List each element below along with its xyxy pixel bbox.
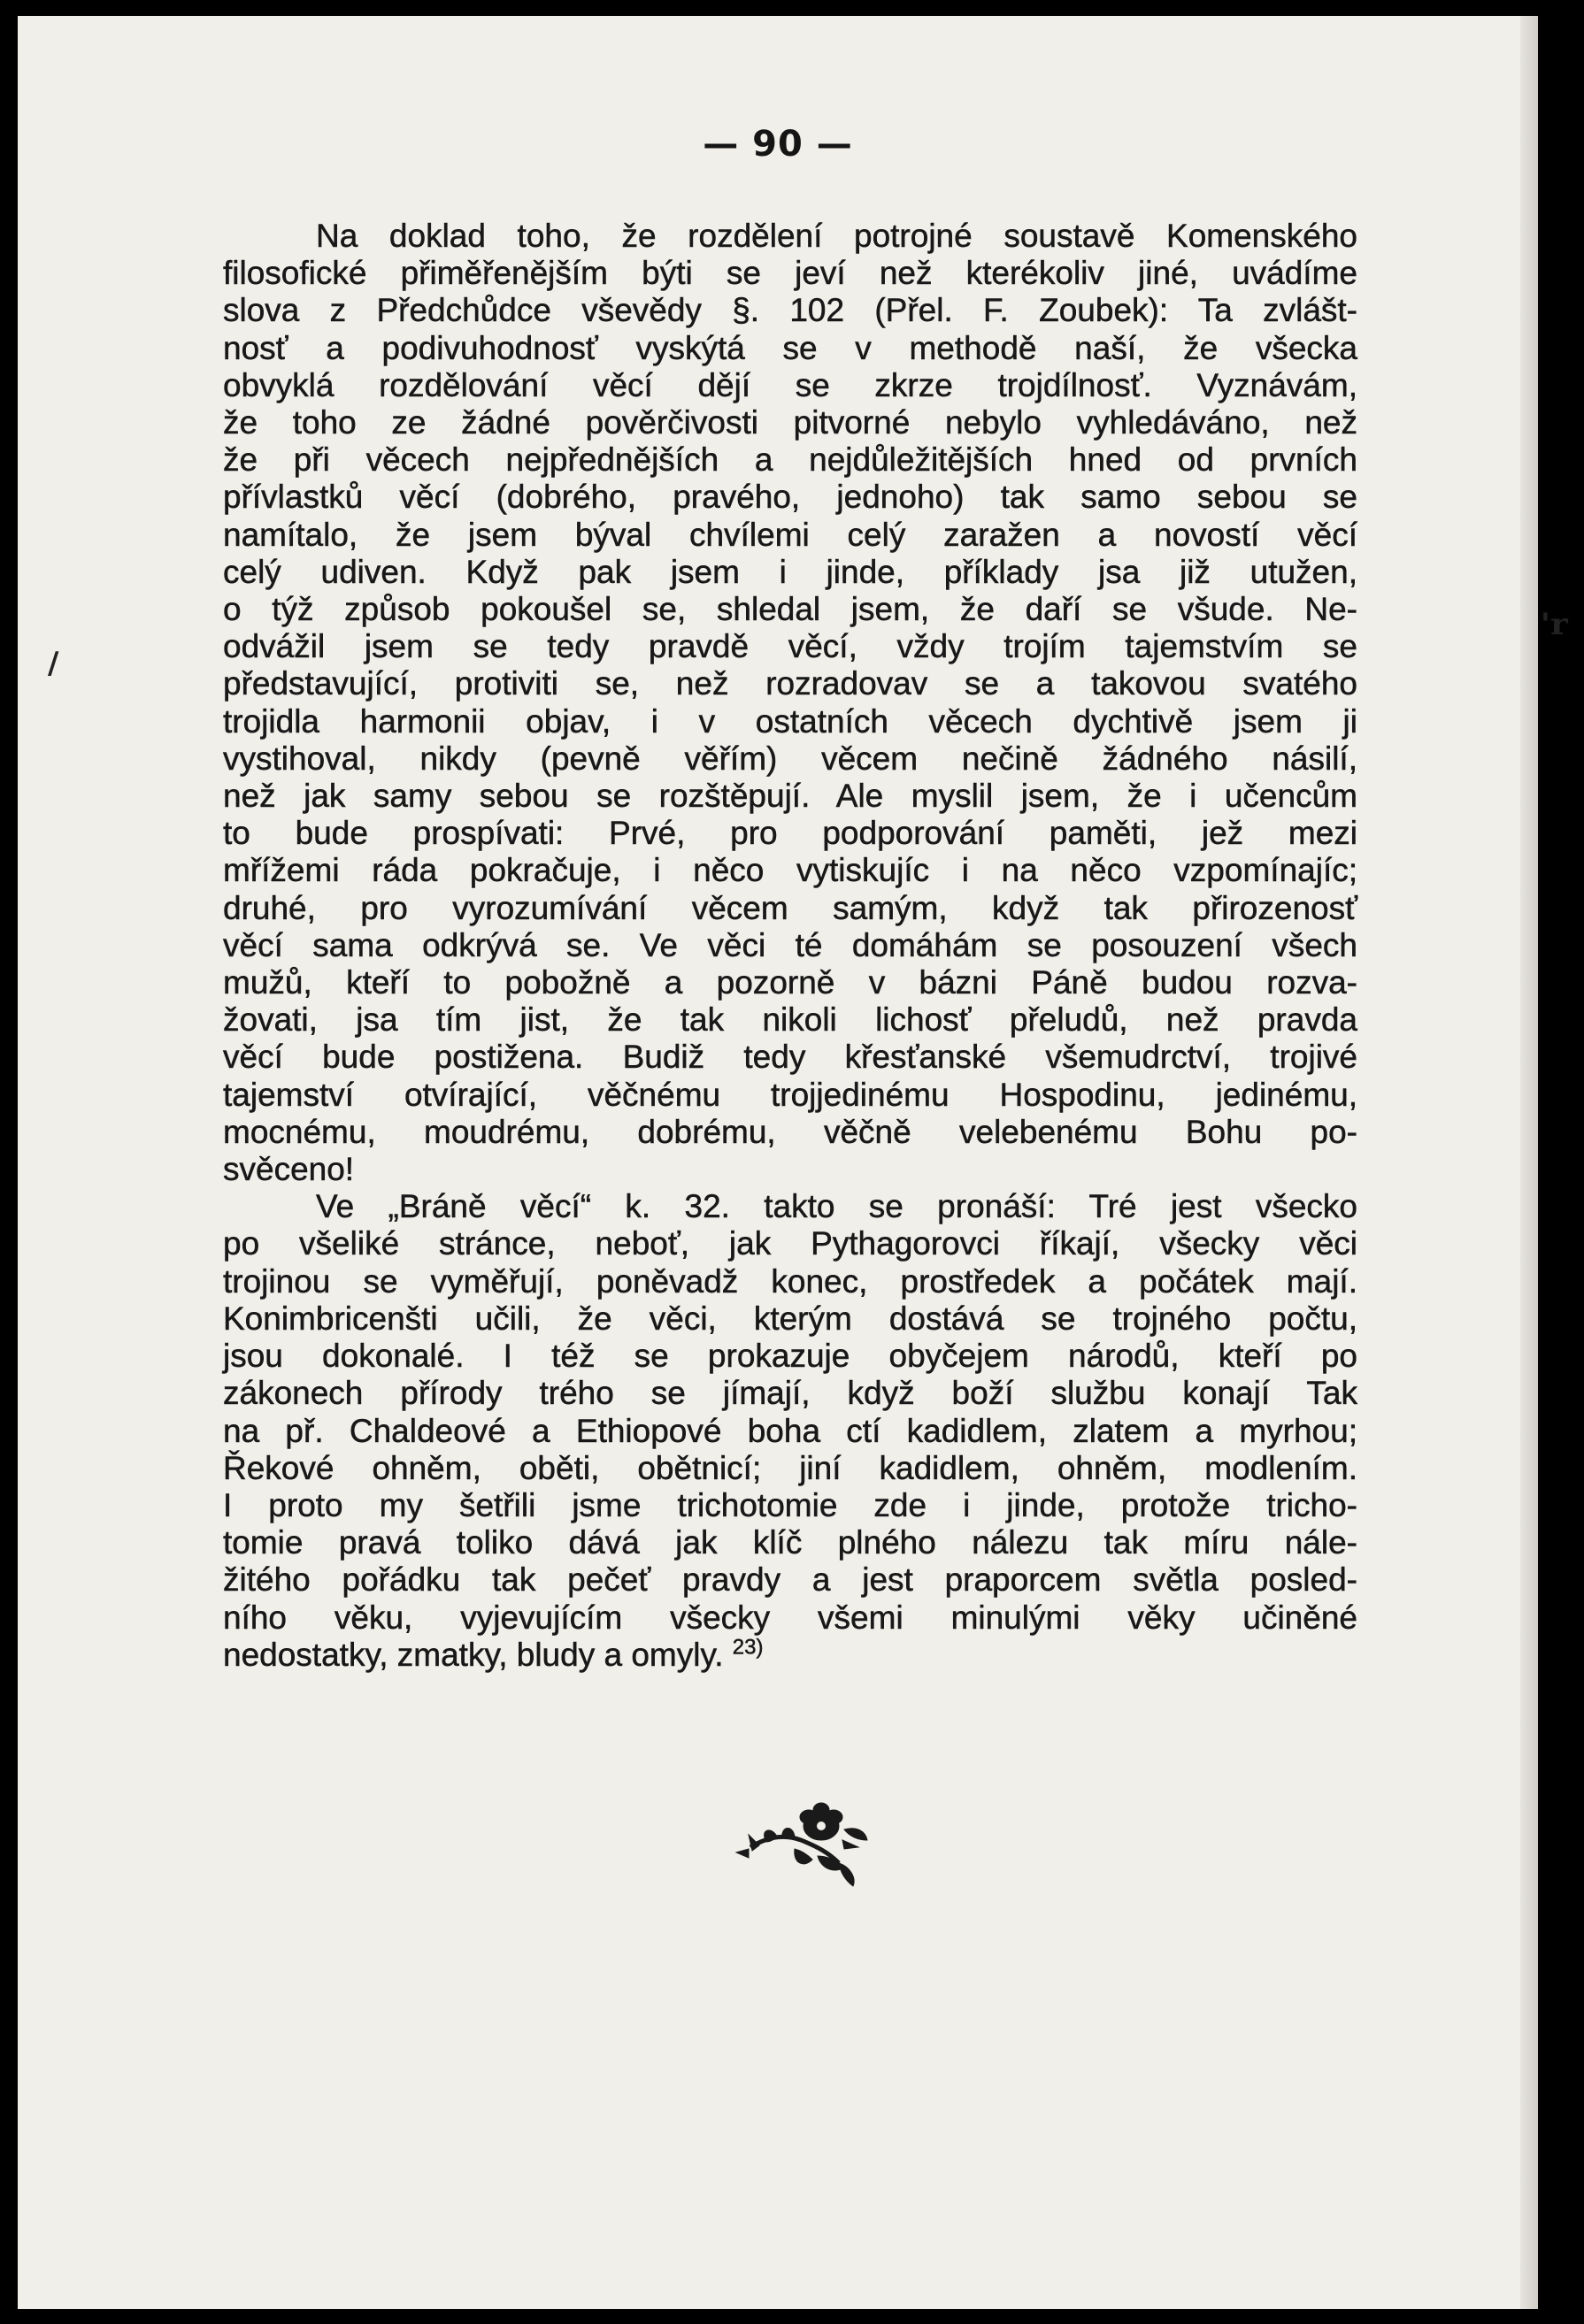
text-line — [223, 404, 1357, 441]
line-text: věcí sama odkrývá se. Ve věci té domáhám se posouzení všech — [223, 926, 1357, 963]
line-text: Konimbricenšti učili, že věci, kterým dostává se trojného počtu, — [223, 1300, 1357, 1337]
text-line — [223, 517, 1357, 554]
line-text: žitého pořádku tak pečeť pravdy a jest praporcem světla posled- — [223, 1561, 1357, 1599]
line-text: na př. Chaldeové a Ethiopové boha ctí kadidlem, zlatem a myrhou; — [223, 1412, 1357, 1449]
text-line — [223, 1450, 1357, 1487]
line-text: po všeliké stránce, neboť, jak Pythagorovci říkají, všecky věci — [223, 1225, 1357, 1262]
text-line — [223, 1375, 1357, 1412]
line-text: Na doklad toho, že rozdělení potrojné soustavě Komenského — [316, 218, 1357, 254]
text-line — [223, 927, 1357, 964]
line-text: žovati, jsa tím jist, že tak nikoli lichosť přeludů, než pravda — [223, 1001, 1357, 1039]
margin-mark-left: / — [48, 646, 59, 681]
line-text: že toho ze žádné pověrčivosti pitvorné nebylo vyhledáváno, než — [223, 404, 1357, 441]
footnote-reference: 23) — [732, 1635, 764, 1660]
text-line — [223, 1413, 1357, 1450]
line-text: o týž způsob pokoušel se, shledal jsem, že daří se všude. Ne- — [223, 591, 1357, 628]
text-line — [223, 330, 1357, 367]
line-text: I proto my šetřili jsme trichotomie zde i jinde, protože tricho- — [223, 1486, 1357, 1523]
text-line — [223, 665, 1357, 702]
text-line — [223, 1599, 1357, 1637]
text-line — [223, 591, 1357, 628]
line-text: odvážil jsem se tedy pravdě věcí, vždy trojím tajemstvím se — [223, 628, 1357, 665]
line-text: to bude prospívati: Prvé, pro podporování paměti, jež mezi — [223, 815, 1357, 852]
line-text: Ve „Bráně věcí“ k. 32. takto se pronáší: Tré jest všecko — [316, 1188, 1357, 1225]
line-text: představující, protiviti se, než rozradovav se a takovou svatého — [223, 665, 1357, 702]
line-text: svěceno! — [223, 1151, 355, 1188]
margin-mark-right: 'r — [1540, 607, 1568, 642]
text-line — [223, 1524, 1357, 1561]
text-line — [223, 852, 1357, 889]
text-line — [223, 1263, 1357, 1300]
line-text: mužů, kteří to pobožně a pozorně v bázni Páně budou rozva- — [223, 964, 1357, 1001]
text-line — [223, 1300, 1357, 1338]
line-text: mocnému, moudrému, dobrému, věčně velebenému Bohu po- — [223, 1113, 1357, 1150]
text-line — [223, 1077, 1357, 1114]
line-text: filosofické přiměřenějším býti se jeví než kterékoliv jiné, uvádíme — [223, 255, 1357, 292]
line-text: věcí bude postižena. Budiž tedy křesťanské všemudrctví, trojivé — [223, 1039, 1357, 1076]
text-line — [223, 1561, 1357, 1599]
text-line — [223, 1487, 1357, 1524]
page-edge-shadow — [1520, 16, 1538, 2309]
text-line — [223, 1338, 1357, 1375]
floral-ornament-icon — [733, 1794, 874, 1891]
text-line — [223, 964, 1357, 1001]
text-line — [223, 218, 1357, 255]
line-text: že při věcech nejpřednějších a nejdůležitějších hned od prvních — [223, 441, 1357, 479]
text-line — [223, 1039, 1357, 1076]
line-text: Řekové ohněm, oběti, obětnicí; jiní kadidlem, ohněm, modlením. — [223, 1449, 1357, 1486]
text-line — [223, 1151, 1357, 1188]
line-text: trojidla harmonii objav, i v ostatních věcech dychtivě jsem ji — [223, 702, 1357, 740]
text-line — [223, 479, 1357, 516]
text-line — [223, 740, 1357, 778]
line-text: tomie pravá toliko dává jak klíč plného nálezu tak míru nále- — [223, 1524, 1357, 1561]
text-line — [223, 703, 1357, 740]
text-line — [223, 554, 1357, 591]
line-text: než jak samy sebou se rozštěpují. Ale myslil jsem, že i učencům — [223, 778, 1357, 815]
text-line — [223, 292, 1357, 329]
line-text: trojinou se vyměřují, poněvadž konec, prostředek a počátek mají. — [223, 1262, 1357, 1300]
line-text: nosť a podivuhodnosť vyskýtá se v methodě naší, že všecka — [223, 329, 1357, 366]
text-line — [223, 1225, 1357, 1262]
line-text: mřížemi ráda pokračuje, i něco vytiskujíc i na něco vzpomínajíc; — [223, 852, 1357, 889]
text-line — [223, 890, 1357, 927]
body-text — [223, 218, 1357, 1674]
line-text: nedostatky, zmatky, bludy a omyly. — [223, 1636, 724, 1673]
paragraph-2 — [223, 1188, 1357, 1674]
text-line — [223, 1114, 1357, 1151]
line-text: obvyklá rozdělování věcí dějí se zkrze trojdílnosť. Vyznávám, — [223, 366, 1357, 403]
text-line — [223, 1637, 1357, 1674]
paragraph-1 — [223, 218, 1357, 1188]
line-text: vystihoval, nikdy (pevně věřím) věcem nečině žádného násilí, — [223, 740, 1357, 777]
line-text: jsou dokonalé. I též se prokazuje obyčejem národů, kteří po — [223, 1338, 1357, 1375]
line-text: přívlastků věcí (dobrého, pravého, jednoho) tak samo sebou se — [223, 479, 1357, 516]
line-text: ního věku, vyjevujícím všecky všemi minulými věky učiněné — [223, 1599, 1357, 1636]
line-text: zákonech přírody trého se jímají, když boží službu konají Tak — [223, 1375, 1357, 1412]
page-number: — 90 — — [703, 124, 853, 165]
text-line — [223, 815, 1357, 852]
text-line — [223, 628, 1357, 665]
text-line — [223, 1001, 1357, 1039]
line-text: slova z Předchůdce vševědy §. 102 (Přel. F. Zoubek): Ta zvlášt- — [223, 292, 1357, 329]
book-page — [18, 16, 1568, 2309]
text-line — [223, 778, 1357, 815]
line-text: celý udiven. Když pak jsem i jinde, příklady jsa již utužen, — [223, 553, 1357, 590]
text-line — [223, 441, 1357, 479]
line-text: tajemství otvírající, věčnému trojjedinému Hospodinu, jedinému, — [223, 1076, 1357, 1113]
text-line — [223, 255, 1357, 292]
text-line — [223, 367, 1357, 404]
line-text: namítalo, že jsem býval chvílemi celý zaražen a novostí věcí — [223, 516, 1357, 553]
text-line — [223, 1188, 1357, 1225]
line-text: druhé, pro vyrozumívání věcem samým, když tak přirozenosť — [223, 889, 1357, 926]
